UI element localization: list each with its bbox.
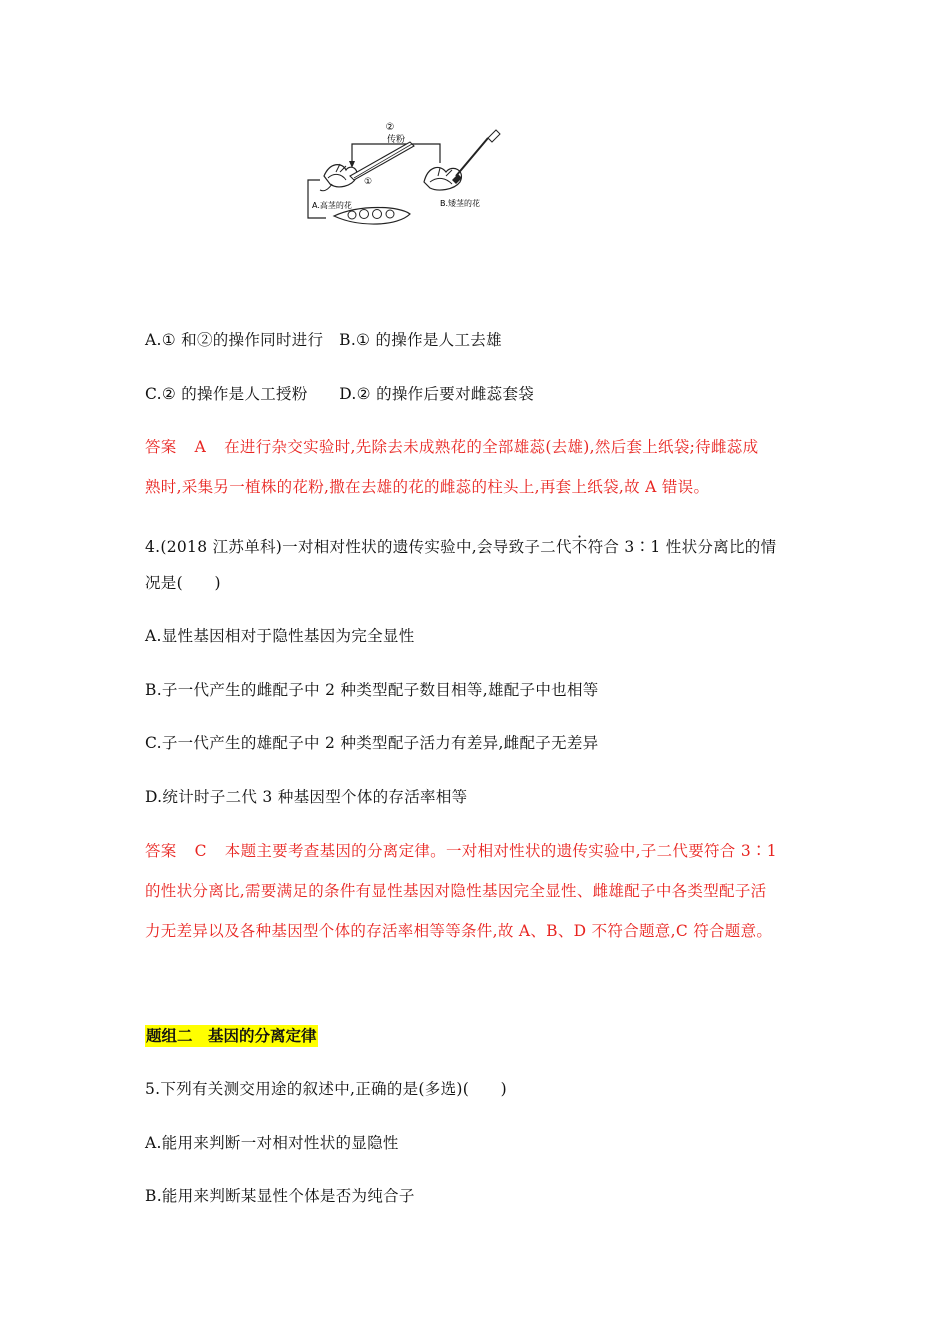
q4-answer-line-2: 的性状分离比,需要满足的条件有显性基因对隐性基因完全显性、雌雄配子中各类型配子活 xyxy=(145,882,767,900)
section-title: 题组二 基因的分离定律 xyxy=(146,1026,317,1045)
q4-option-a: A.显性基因相对于隐性基因为完全显性 xyxy=(145,627,415,645)
tweezers-icon xyxy=(350,142,414,180)
pollination-figure xyxy=(290,118,510,238)
answer-key-label: 答案 xyxy=(145,842,177,860)
answer-letter: A xyxy=(194,438,207,456)
q4-stem-line-2: 况是( ) xyxy=(145,574,221,592)
q4-stem-line-1 xyxy=(145,536,776,558)
answer-text: 本题主要考查基因的分离定律。一对相对性状的遗传实验中,子二代要符合 3∶1 xyxy=(224,842,777,860)
flower-b-label: B.矮茎的花 xyxy=(440,199,481,208)
answer-letter: C xyxy=(194,842,207,860)
q4-stem-part-1: 4.(2018 江苏单科)一对相对性状的遗传实验中,会导致子二代 xyxy=(145,538,572,556)
pollinate-label: 传粉 xyxy=(386,135,406,145)
step2-label: ② xyxy=(385,122,395,133)
answer-key-label: 答案 xyxy=(145,438,177,456)
q3-options-line-2: C.② 的操作是人工授粉 D.② 的操作后要对雌蕊套袋 xyxy=(145,385,535,403)
brush-icon xyxy=(452,130,500,184)
q4-option-c: C.子一代产生的雄配子中 2 种类型配子活力有差异,雌配子无差异 xyxy=(145,734,599,752)
q4-stem-part-2: 符合 3∶1 性状分离比的情 xyxy=(587,538,777,556)
q3-answer-line-2: 熟时,采集另一植株的花粉,撒在去雄的花的雌蕊的柱头上,再套上纸袋,故 A 错误。 xyxy=(145,478,710,496)
flower-a-label: A.高茎的花 xyxy=(312,201,352,210)
q5-stem: 5.下列有关测交用途的叙述中,正确的是(多选)( ) xyxy=(145,1080,508,1098)
q4-stem-emphasis: 不 xyxy=(571,538,588,556)
pollination-diagram xyxy=(290,118,510,238)
step1-label: ① xyxy=(364,177,373,187)
q5-option-a: A.能用来判断一对相对性状的显隐性 xyxy=(145,1134,399,1152)
q4-option-b: B.子一代产生的雌配子中 2 种类型配子数目相等,雄配子中也相等 xyxy=(145,681,599,699)
q5-option-b: B.能用来判断某显性个体是否为纯合子 xyxy=(145,1187,415,1205)
q4-option-d: D.统计时子二代 3 种基因型个体的存活率相等 xyxy=(145,788,468,806)
q4-answer-line-1 xyxy=(145,840,777,862)
q3-answer-line-1 xyxy=(145,436,758,458)
answer-text: 在进行杂交实验时,先除去未成熟花的全部雄蕊(去雄),然后套上纸袋;待雌蕊成 xyxy=(224,438,759,456)
q4-answer-line-3: 力无差异以及各种基因型个体的存活率相等等条件,故 A、B、D 不符合题意,C 符合题意。 xyxy=(145,922,773,940)
q3-options-line-1: A.① 和②的操作同时进行 B.① 的操作是人工去雄 xyxy=(145,331,502,349)
